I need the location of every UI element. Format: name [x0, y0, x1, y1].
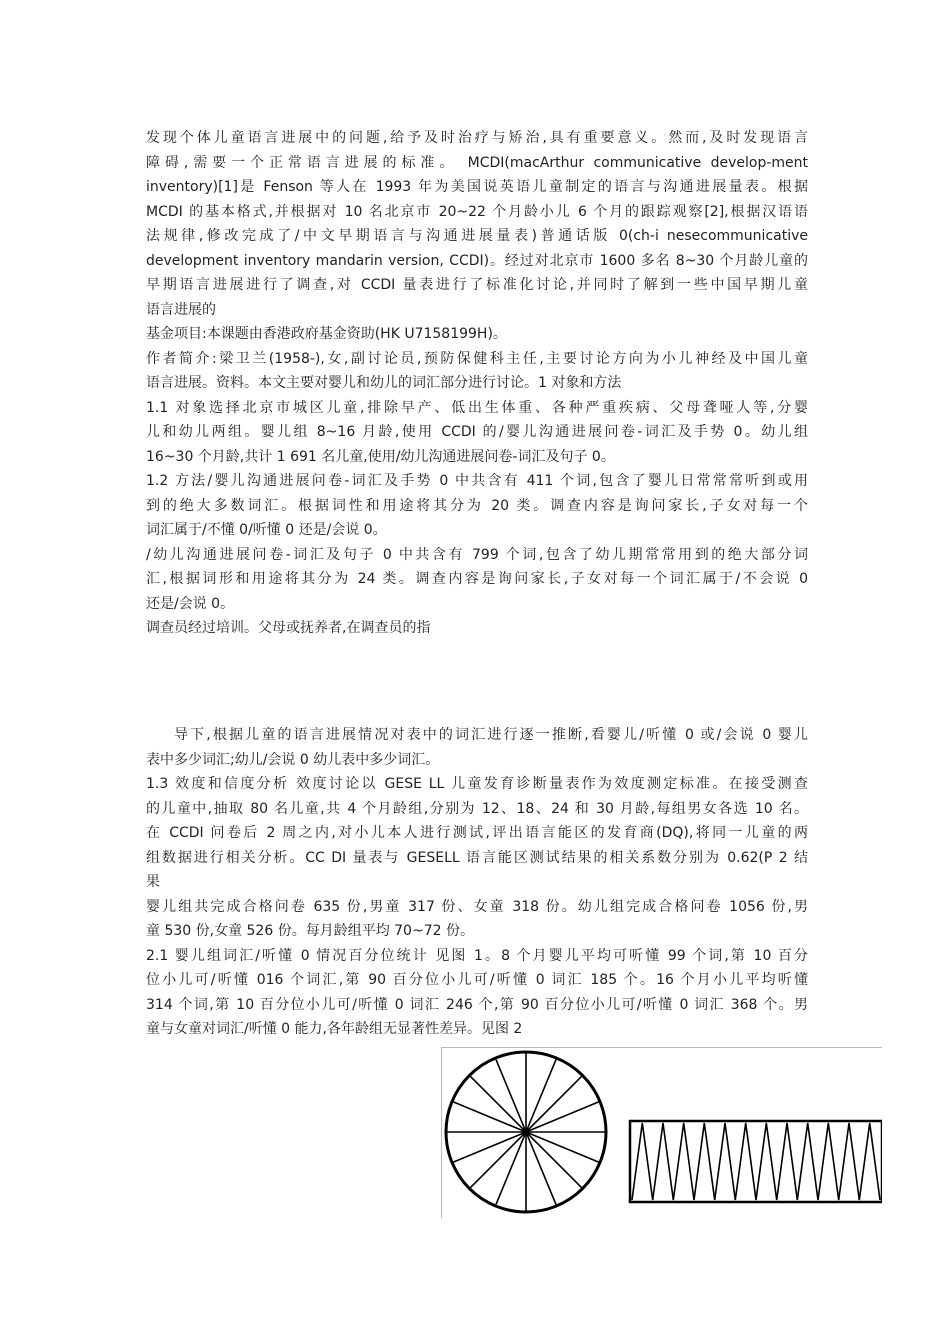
text-line: 词汇属于/不懂 0/听懂 0 还是/会说 0。	[146, 522, 387, 538]
text-line: 语言进展。资料。本文主要对婴儿和幼儿的词汇部分进行讨论。1 对象和方法	[146, 375, 622, 391]
text-line: 的儿童中,抽取 80 名儿童,共 4 个月龄组,分别为 12、18、24 和 30 月龄,每组男女各选 10 名。	[146, 800, 808, 817]
text-line: 果	[146, 874, 160, 890]
text-line: 作者简介:梁卫兰(1958-),女,副讨论员,预防保健科主任,主要讨论方向为小儿神经及中国儿童	[146, 350, 808, 367]
figure-placeholder	[441, 1047, 882, 1218]
text-line: 婴儿组共完成合格问卷 635 份,男童 317 份、女童 318 份。幼儿组完成合格问卷 1056 份,男	[146, 898, 808, 915]
text-line: inventory)[1]是 Fenson 等人在 1993 年为美国说英语儿童制定的语言与沟通进展量表。根据	[146, 179, 808, 195]
text-line: 1.1 对象选择北京市城区儿童,排除早产、低出生体重、各种严重疾病、父母聋哑人等,分婴	[146, 399, 808, 416]
text-line: 1.2 方法/婴儿沟通进展问卷-词汇及手势 0 中共含有 411 个词,包含了婴儿日常常常听到或用	[146, 473, 808, 489]
wheel-spoke	[469, 1132, 526, 1189]
text-line: development inventory mandarin version, CCDI)。经过对北京市 1600 多名 8~30 个月龄儿童的	[146, 252, 808, 269]
text-line: 2.1 婴儿组词汇/听懂 0 情况百分位统计 见图 1。8 个月婴儿平均可听懂 99 个词,第 10 百分	[146, 947, 808, 964]
text-line: 语言进展的	[146, 301, 216, 318]
text-line: 童 530 份,女童 526 份。每月龄组平均 70~72 份。	[146, 923, 474, 939]
text-line: 障碍,需要一个正常语言进展的标准。 MCDI(macArthur communicative develop-ment	[146, 154, 808, 171]
text-line: 基金项目:本课题由香港政府基金资助(HK U7158199H)。	[146, 326, 507, 342]
text-line: 到的绝大多数词汇。根据词性和用途将其分为 20 类。调查内容是询问家长,子女对每一个	[146, 497, 808, 514]
text-line: /幼儿沟通进展问卷-词汇及句子 0 中共含有 799 个词,包含了幼儿期常常用到的绝大部分词	[146, 546, 808, 563]
zigzag-line	[632, 1123, 880, 1200]
text-line: 发现个体儿童语言进展中的问题,给予及时治疗与矫治,具有重要意义。然而,及时发现语言	[146, 130, 808, 146]
body-text-part-1	[146, 126, 808, 641]
wheel-spoke	[469, 1075, 526, 1132]
text-line: 314 个词,第 10 百分位小儿可/听懂 0 词汇 246 个,第 90 百分位小儿可/听懂 0 词汇 368 个。男	[146, 996, 808, 1013]
text-line: 儿和幼儿两组。婴儿组 8~16 月龄,使用 CCDI 的/婴儿沟通进展问卷-词汇及手势 0。幼儿组	[146, 424, 808, 440]
text-line: 表中多少词汇;幼儿/会说 0 幼儿表中多少词汇。	[146, 751, 440, 768]
wheel-spoke	[526, 1132, 583, 1189]
text-line: 法规律,修改完成了/中文早期语言与沟通进展量表)普通话版 0(ch-i nesecommunicative	[146, 228, 808, 244]
text-line: 早期语言进展进行了调查,对 CCDI 量表进行了标准化讨论,并同时了解到一些中国早期儿童	[146, 277, 808, 293]
text-line: 在 CCDI 问卷后 2 周之内,对小儿本人进行测试,评出语言能区的发育商(DQ),将同一儿童的两	[146, 825, 808, 841]
text-line: 导下,根据儿童的语言进展情况对表中的词汇进行逐一推断,看婴儿/听懂 0 或/会说 0 婴儿	[174, 727, 808, 743]
text-line: MCDI 的基本格式,并根据对 10 名北京市 20~22 个月龄小儿 6 个月的跟踪观察[2],根据汉语语	[146, 203, 808, 220]
text-line: 汇,根据词形和用途将其分为 24 类。调查内容是询问家长,子女对每一个词汇属于/不会说 0	[146, 571, 808, 587]
body-text-part-2	[146, 723, 808, 1042]
text-line: 16~30 个月龄,共计 1 691 名儿童,使用/幼儿沟通进展问卷-词汇及句子 0。	[146, 448, 615, 465]
wheel-spokes	[446, 1052, 606, 1212]
text-line: 组数据进行相关分析。CC DI 量表与 GESELL 语言能区测试结果的相关系数分别为 0.62(P 2 结	[146, 849, 808, 866]
text-line: 还是/会说 0。	[146, 595, 235, 612]
text-line: 调查员经过培训。父母或抚养者,在调查员的指	[146, 620, 431, 636]
text-line: 童与女童对词汇/听懂 0 能力,各年龄组无显著性差异。见图 2	[146, 1021, 523, 1037]
text-line: 1.3 效度和信度分析 效度讨论以 GESE LL 儿童发育诊断量表作为效度测定标准。在接受测查	[146, 776, 808, 792]
text-line: 位小儿可/听懂 016 个词汇,第 90 百分位小儿可/听懂 0 词汇 185 个。16 个月小儿平均听懂	[146, 972, 808, 988]
wheel-spoke	[526, 1075, 583, 1132]
figure-graphic	[442, 1048, 882, 1218]
